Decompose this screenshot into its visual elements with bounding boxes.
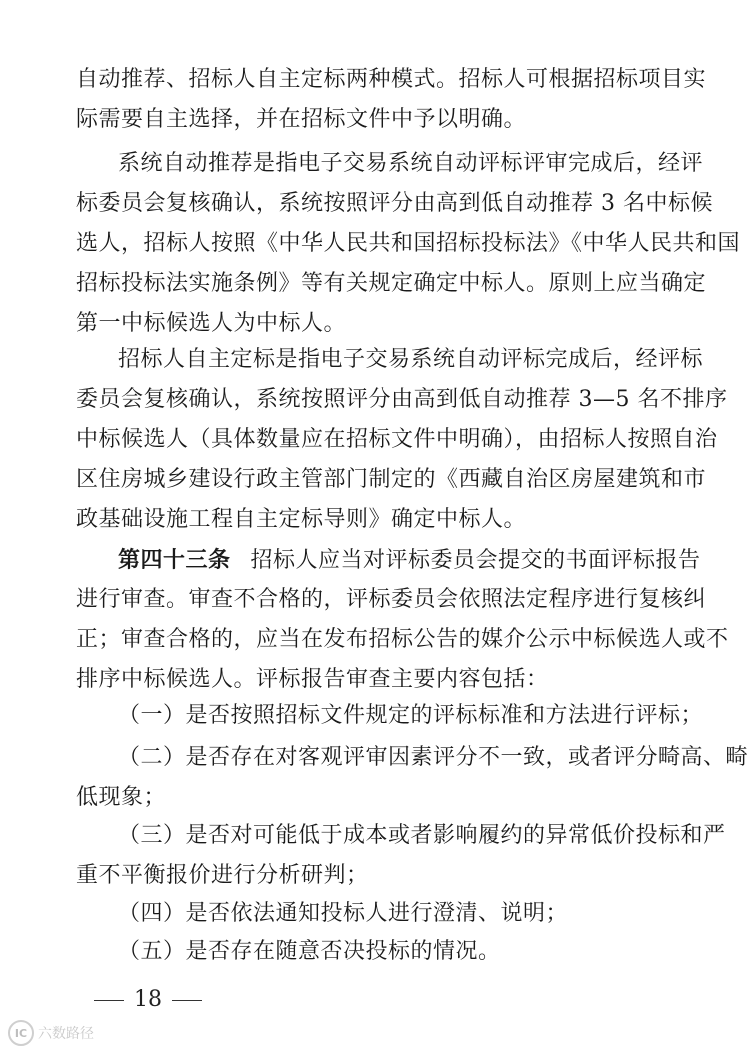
line-text: 自动推荐、招标人自主定标两种模式。招标人可根据招标项目实 (76, 67, 707, 92)
footer-dash-left (94, 1000, 124, 1001)
watermark-logo-icon: IC (8, 1020, 34, 1046)
article-number: 第四十三条 (118, 547, 231, 573)
line-text: （五）是否存在随意否决投标的情况。 (118, 939, 501, 964)
text-line (76, 856, 682, 896)
text-line (118, 932, 682, 972)
text-line (118, 696, 704, 736)
line-text: （二）是否存在对客观评审因素评分不一致，或者评分畸高、畸 (118, 745, 749, 770)
line-text: 政基础设施工程自主定标导则》确定中标人。 (76, 507, 527, 532)
page-footer (84, 980, 212, 1020)
text-line (76, 500, 682, 540)
line-text: 重不平衡报价进行分析研判； (76, 863, 369, 888)
line-text: 招标人自主定标是指电子交易系统自动评标完成后，经评标 (118, 347, 704, 372)
line-text: 进行审查。审查不合格的，评标委员会依照法定程序进行复核纠 (76, 587, 707, 612)
text-line (76, 778, 682, 818)
watermark (8, 1020, 94, 1046)
page-number: 18 (134, 987, 162, 1012)
text-line (76, 380, 728, 420)
line-text: 招标人应当对评标委员会提交的书面评标报告 (250, 548, 701, 573)
line-text: 标委员会复核确认，系统按照评分由高到低自动推荐 3 名中标候 (76, 191, 713, 216)
watermark-text: 六数路径 (38, 1026, 94, 1042)
line-text: 委员会复核确认，系统按照评分由高到低自动推荐 3—5 名不排序 (76, 387, 728, 412)
text-line (76, 100, 682, 140)
line-text: 低现象； (76, 785, 167, 810)
line-text: （四）是否依法通知投标人进行澄清、说明； (118, 901, 569, 926)
text-line (76, 184, 713, 224)
line-text: （三）是否对可能低于成本或者影响履约的异常低价投标和严 (118, 823, 726, 848)
line-text: 招标投标法实施条例》等有关规定确定中标人。原则上应当确定 (76, 271, 707, 296)
line-text: 中标候选人（具体数量应在招标文件中明确），由招标人按照自治 (76, 427, 718, 452)
text-line (76, 224, 741, 264)
text-line (76, 264, 707, 304)
line-text: 正；审查合格的，应当在发布招标公告的媒介公示中标候选人或不 (76, 627, 729, 652)
text-line (76, 580, 707, 620)
line-text: 区住房城乡建设行政主管部门制定的《西藏自治区房屋建筑和市 (76, 467, 707, 492)
text-line (118, 144, 704, 184)
text-line (76, 660, 682, 700)
text-line (118, 894, 682, 934)
text-line (118, 540, 701, 580)
line-text: 际需要自主选择，并在招标文件中予以明确。 (76, 107, 527, 132)
text-line (76, 420, 718, 460)
text-line (76, 304, 682, 344)
text-line (118, 340, 704, 380)
footer-dash-right (172, 1000, 202, 1001)
text-line (76, 60, 707, 100)
text-line (76, 460, 707, 500)
line-text: 选人，招标人按照《中华人民共和国招标投标法》《中华人民共和国 (76, 231, 741, 256)
text-line (118, 816, 726, 856)
text-line (118, 738, 749, 778)
line-text: 排序中标候选人。评标报告审查主要内容包括： (76, 667, 549, 692)
line-text: 系统自动推荐是指电子交易系统自动评标评审完成后，经评 (118, 151, 704, 176)
text-line (76, 620, 729, 660)
line-text: 第一中标候选人为中标人。 (76, 311, 347, 336)
line-text: （一）是否按照招标文件规定的评标标准和方法进行评标； (118, 703, 704, 728)
